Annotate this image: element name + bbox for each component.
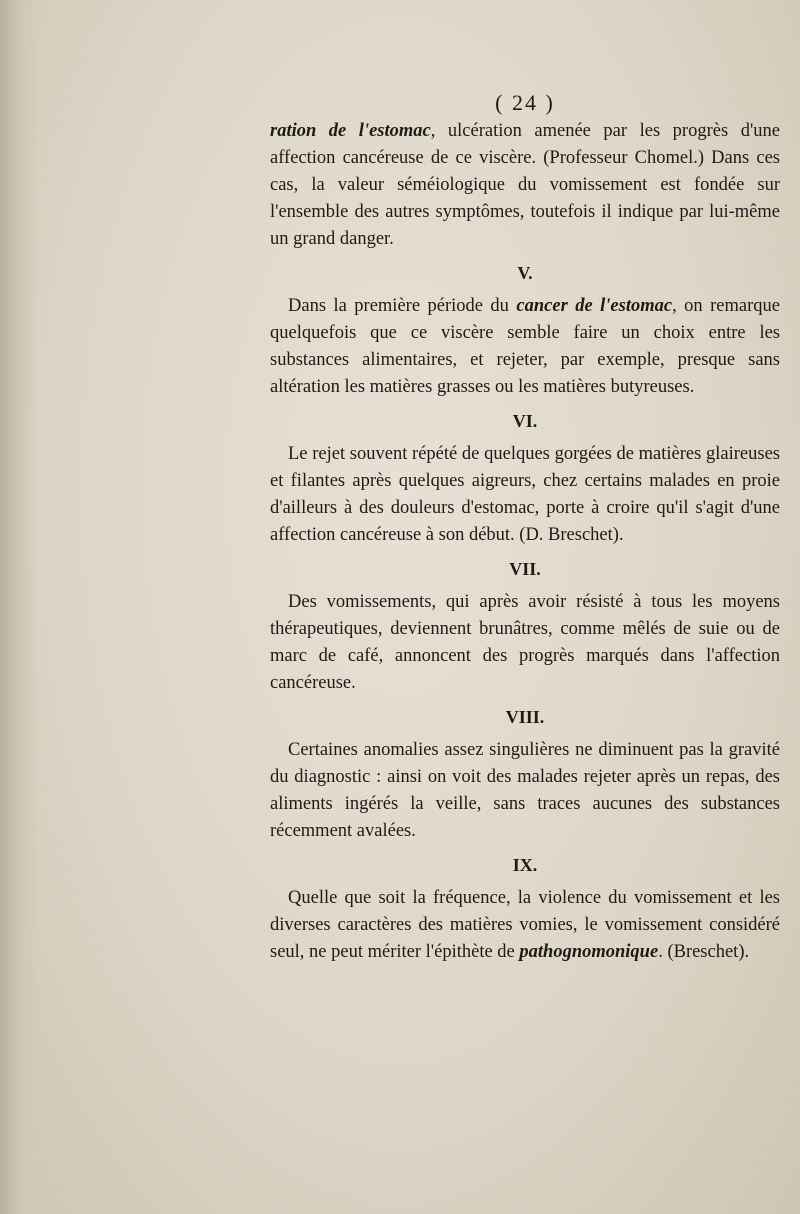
text-run: Des vomissements, qui après avoir résisté à tous les moyens thérapeutiques, deviennent brunâtres, comme mêlés de suie ou de marc de café, annoncent des progrès marqués dans l'affection cancéreuse. xyxy=(270,592,780,693)
italic-run: pathognomonique xyxy=(519,942,659,962)
section-heading-ix: IX. xyxy=(512,855,538,875)
section-continuation xyxy=(270,118,780,253)
paragraph-vii xyxy=(270,589,780,697)
page-number: ( 24 ) xyxy=(495,90,555,115)
paragraph-viii xyxy=(270,737,780,845)
paragraph-vi xyxy=(270,441,780,549)
text-run: , on remarque quelquefois que ce viscère semble faire un choix entre les substances alimentaires, et rejeter, par exemple, presque sans altération les matières grasses ou les matières butyreuses. xyxy=(270,296,780,397)
section-heading-viii: VIII. xyxy=(505,707,545,727)
text-run: Certaines anomalies assez singulières ne diminuent pas la gravité du diagnostic : ainsi on voit des malades rejeter après un repas, des aliments ingérés la veille, sans traces aucunes des substances récemment avalées. xyxy=(270,740,780,841)
section-vii xyxy=(270,555,780,697)
paragraph-continuation xyxy=(270,118,780,253)
text-block xyxy=(270,88,780,966)
text-run: Dans la première période du xyxy=(288,296,517,316)
section-vi xyxy=(270,407,780,549)
italic-run: cancer de l'estomac xyxy=(516,296,673,316)
text-run: Quelle que soit la fréquence, la violence du vomissement et les diverses caractères des matières vomies, le vomissement considéré seul, ne peut mériter l'épithète de xyxy=(270,888,780,962)
section-heading-v: V. xyxy=(517,263,533,283)
text-run: , ulcération amenée par les progrès d'une affection cancéreuse de ce viscère. (Professeur Chomel.) Dans ces cas, la valeur séméiologique du vomissement est fondée sur l'ensemble des autres symptômes, toutefois il indique par lui-même un grand danger. xyxy=(270,121,780,249)
section-heading-vii: VII. xyxy=(509,559,541,579)
section-heading-vi: VI. xyxy=(512,411,538,431)
paragraph-ix xyxy=(270,885,780,966)
section-ix xyxy=(270,851,780,966)
section-viii xyxy=(270,703,780,845)
italic-run: ration de l'estomac xyxy=(270,121,431,141)
page-gutter-shadow xyxy=(0,0,38,1214)
text-run: Le rejet souvent répété de quelques gorgées de matières glaireuses et filantes après quelques aigreurs, chez certains malades en proie d'ailleurs à des douleurs d'estomac, porte à croire qu'il s'agit d'une affection cancéreuse à son début. (D. Breschet). xyxy=(270,444,780,545)
section-v xyxy=(270,259,780,401)
text-run: . (Breschet). xyxy=(658,942,750,962)
paragraph-v xyxy=(270,293,780,401)
